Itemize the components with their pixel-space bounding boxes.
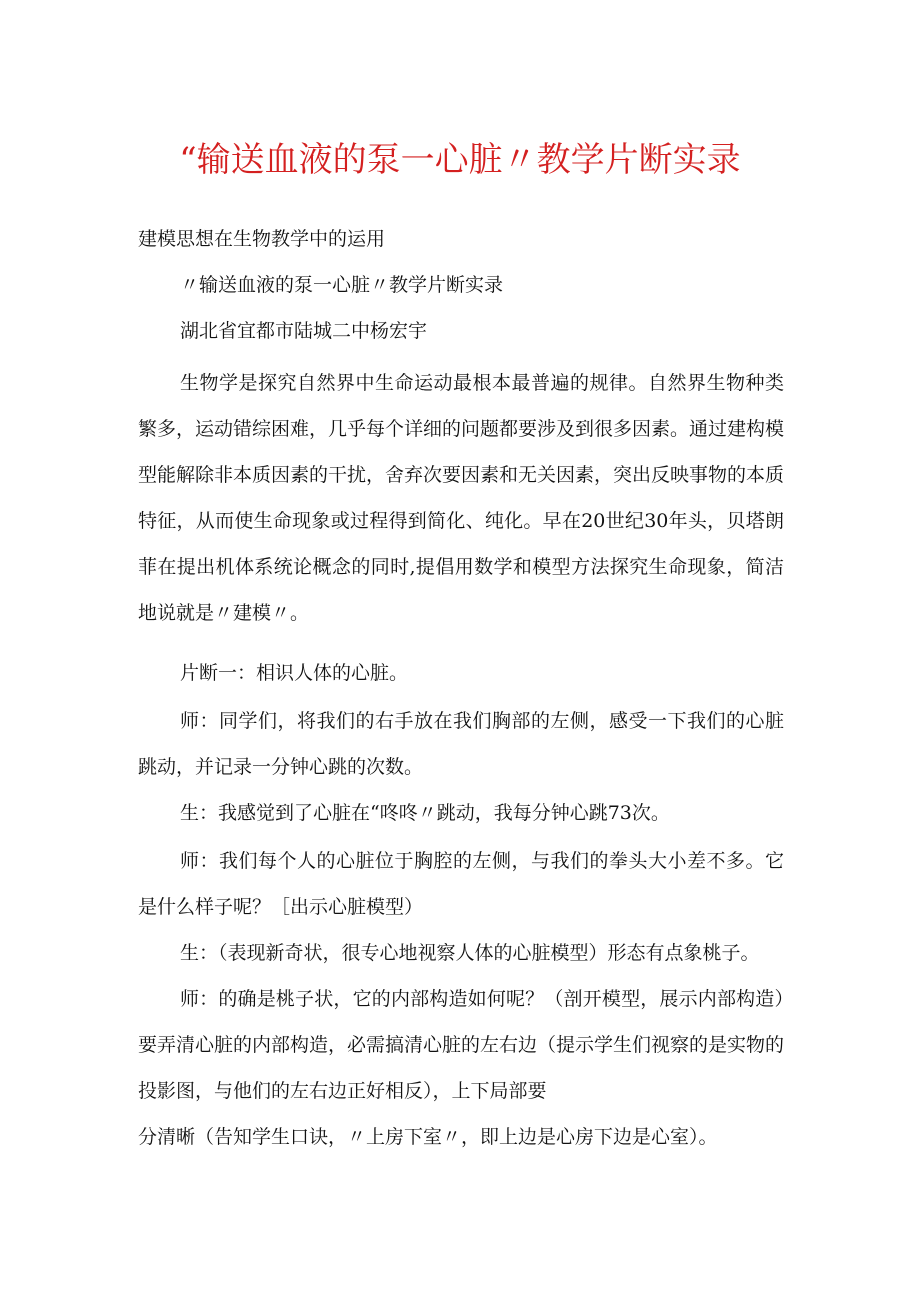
paragraph-intro: 生物学是探究自然界中生命运动最根本最普遍的规律。自然界生物种类繁多，运动错综困难，几乎每个详细的问题都要涉及到很多因素。通过建构模型能解除非本质因素的干扰，舍弃次要因素和无关因素，突出反映事物的本质特征，从而使生命现象或过程得到简化、纯化。早在20世纪30年头，贝塔朗菲在提出机体系统论概念的同时,提倡用数学和模型方法探究生命现象，简洁地说就是〃建模〃。 [138,372,785,624]
paragraph-student-2: 生：（表现新奇状，很专心地视察人体的心脏模型）形态有点象桃子。 [180,942,760,964]
paragraph-teacher-3: 师：的确是桃子状，它的内部构造如何呢？（剖开模型，展示内部构造）要弄清心脏的内部构造，必需搞清心脏的左右边（提示学生们视察的是实物的投影图，与他们的左右边正好相反），上下局部要 [138,988,785,1102]
author-line: 湖北省宜都市陆城二中杨宏宇 [180,320,428,342]
paragraph-continuation: 分清晰（告知学生口诀，〃上房下室〃，即上边是心房下边是心室）。 [138,1126,718,1148]
paragraph-teacher-1: 师：同学们，将我们的右手放在我们胸部的左侧，感受一下我们的心脏跳动，并记录一分钟心跳的次数。 [138,710,784,778]
paragraph-fragment-one: 片断一：相识人体的心脏。 [180,662,409,684]
subtitle: 建模思想在生物教学中的运用 [138,228,386,250]
paragraph-student-1: 生：我感觉到了心脏在“咚咚〃跳动，我每分钟心跳73次。 [180,802,670,824]
section-heading: 〃输送血液的泵一心脏〃教学片断实录 [180,274,504,296]
paragraph-teacher-2: 师：我们每个人的心脏位于胸腔的左侧，与我们的拳头大小差不多。它是什么样子呢？［出示心脏模型） [138,850,784,918]
document-title: “输送血液的泵一心脏〃教学片断实录 [179,140,741,180]
